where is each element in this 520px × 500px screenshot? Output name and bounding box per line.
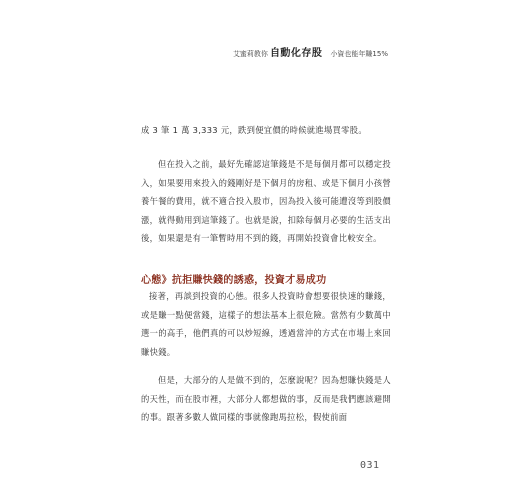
- header-subtitle: 小資也能年賺15%: [330, 50, 388, 58]
- running-header: [233, 44, 388, 59]
- paragraph-mindset: 接著，再談到投資的心態。很多人投資時會想要很快速的賺錢，或是賺一點便當錢，這樣子的想法基本上很危險。當然有少數萬中選一的高手，他們真的可以炒短線，透過當沖的方式在市場上來回賺快錢。: [141, 291, 391, 357]
- header-prefix: 艾蜜莉教你: [232, 50, 268, 58]
- paragraph-human-nature: 但是，大部分的人是做不到的，怎麼說呢？因為想賺快錢是人的天性，而在股市裡，大部分人都想做的事，反而是我們應該避開的事。跟著多數人做同樣的事就像跑馬拉松，假使前面: [141, 375, 391, 423]
- paragraph-invest-check: 但在投入之前，最好先確認這筆錢是不是每個月都可以穩定投入，如果要用來投入的錢剛好是下個月的房租、或是下個月小孩營養午餐的費用，就不適合投入股市，因為投入後可能遭沒等到股價漲，就得動用到這筆錢了。也就是說，扣除每個月必要的生活支出後，如果還是有一筆暫時用不到的錢，再開始投資會比較安全。: [141, 159, 391, 244]
- section-heading: 心態》抗拒賺快錢的誘惑，投資才易成功: [141, 275, 327, 286]
- page-number: 031: [360, 460, 380, 471]
- paragraph-continued: 成 3 筆 1 萬 3,333 元，跌到便宜價的時候就進場買零股。: [141, 125, 367, 135]
- header-book-title: 自動化存股: [269, 48, 323, 59]
